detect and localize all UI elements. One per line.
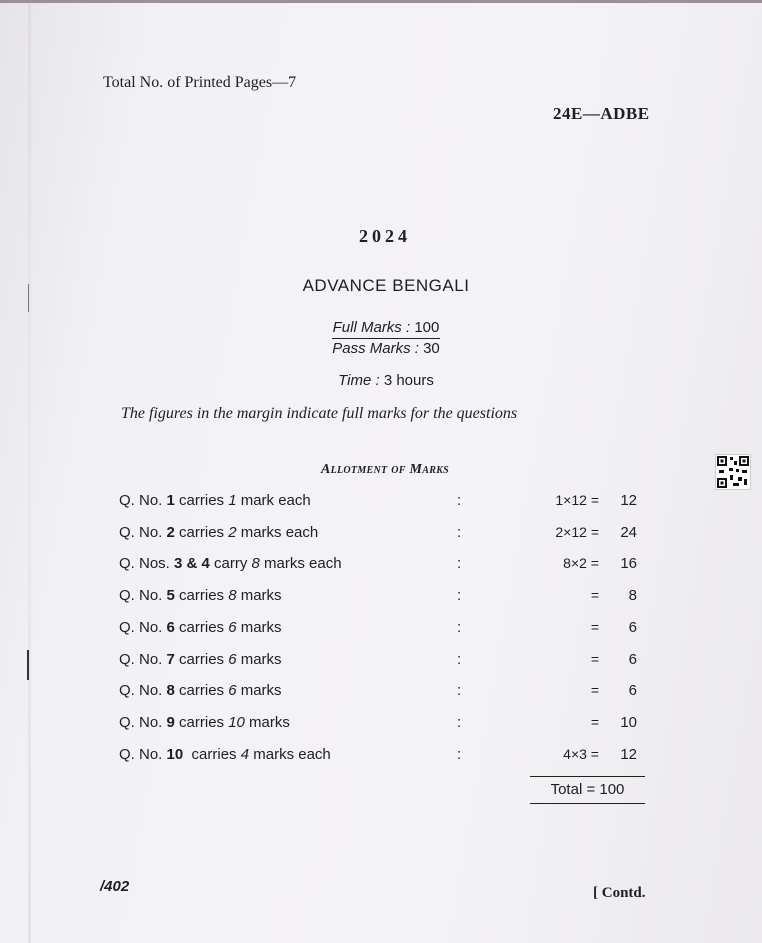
question-verb: carries [174, 651, 229, 668]
pass-marks-label: Pass Marks : [332, 340, 419, 357]
pass-marks-value: 30 [423, 340, 440, 357]
marks-result: 6 [628, 682, 637, 699]
question-description [119, 682, 282, 699]
row-colon: : [457, 682, 462, 699]
qr-code-icon [715, 454, 751, 490]
question-description [119, 746, 331, 763]
marks-calculation: 1×12 = [555, 492, 599, 508]
marks-result: 16 [620, 555, 637, 572]
allotment-row [0, 587, 762, 611]
allotment-title: Allotment of Marks [320, 462, 450, 477]
subject-title: ADVANCE BENGALI [302, 276, 470, 295]
question-suffix: marks each [259, 555, 342, 572]
marks-each: 6 [228, 682, 237, 699]
row-colon: : [457, 492, 462, 509]
question-number: 7 [166, 651, 175, 668]
row-colon: : [457, 555, 462, 572]
marks-calculation: 2×12 = [555, 524, 599, 540]
allotment-row [0, 524, 762, 548]
question-number: 3 & 4 [174, 555, 210, 572]
question-description [119, 555, 342, 572]
question-description [119, 714, 290, 731]
question-suffix: marks [244, 714, 290, 731]
question-verb: carries [183, 746, 241, 763]
marks-result: 6 [628, 651, 637, 668]
marks-each: 4 [240, 746, 250, 763]
question-verb: carries [174, 682, 229, 699]
page-code: /402 [100, 878, 130, 895]
row-colon: : [457, 619, 462, 636]
question-verb: carry [209, 555, 252, 572]
marks-each: 1 [228, 492, 237, 509]
row-colon: : [457, 746, 462, 763]
allotment-row [0, 651, 762, 675]
pass-marks [332, 340, 440, 357]
question-number: 2 [166, 524, 175, 541]
question-suffix: marks [236, 651, 282, 668]
printed-pages-count: Total No. of Printed Pages—7 [103, 74, 297, 91]
question-number: 6 [166, 619, 175, 636]
question-prefix: Q. No. [119, 619, 167, 636]
question-number: 8 [166, 682, 175, 699]
question-description [119, 587, 282, 604]
question-number: 10 [166, 746, 184, 763]
row-colon: : [457, 587, 462, 604]
top-edge [0, 0, 762, 3]
row-colon: : [457, 524, 462, 541]
time-label: Time : [338, 372, 380, 389]
continued-marker: [ Contd. [593, 885, 646, 901]
allotment-row [0, 682, 762, 706]
instruction-text: The figures in the margin indicate full marks for the questions [121, 405, 518, 422]
question-prefix: Q. No. [119, 651, 167, 668]
marks-calculation: = [590, 651, 599, 667]
marks-each: 2 [228, 524, 237, 541]
question-verb: carries [174, 714, 229, 731]
question-prefix: Q. No. [119, 714, 167, 731]
exam-year: 2024 [359, 226, 411, 246]
question-prefix: Q. Nos. [119, 555, 175, 572]
marks-calculation: = [590, 587, 599, 603]
question-number: 9 [166, 714, 175, 731]
allotment-row [0, 714, 762, 738]
question-verb: carries [174, 524, 229, 541]
full-marks-value: 100 [414, 319, 440, 336]
marks-result: 12 [620, 746, 637, 763]
full-marks-label: Full Marks : [332, 319, 411, 336]
question-prefix: Q. No. [119, 746, 167, 763]
marks-result: 6 [628, 619, 637, 636]
marks-result: 12 [620, 492, 637, 509]
marks-block [0, 318, 762, 359]
marks-each: 6 [228, 619, 237, 636]
marks-result: 10 [620, 714, 637, 731]
row-colon: : [457, 714, 462, 731]
marks-calculation: = [590, 682, 599, 698]
question-suffix: marks [236, 587, 282, 604]
marks-result: 8 [628, 587, 637, 604]
marks-calculation: = [590, 714, 599, 730]
question-prefix: Q. No. [119, 587, 167, 604]
marks-calculation: 8×2 = [563, 555, 599, 571]
allotment-row [0, 619, 762, 643]
question-description [119, 619, 282, 636]
marks-each: 8 [251, 555, 260, 572]
question-suffix: marks [236, 619, 282, 636]
question-suffix: marks each [249, 746, 331, 763]
allotment-row [0, 746, 762, 770]
question-suffix: marks [236, 682, 282, 699]
marks-calculation: = [590, 619, 599, 635]
marks-calculation: 4×3 = [563, 746, 599, 762]
marks-each: 8 [228, 587, 237, 604]
question-suffix: marks each [236, 524, 319, 541]
question-number: 1 [166, 492, 175, 509]
question-prefix: Q. No. [119, 682, 167, 699]
question-prefix: Q. No. [119, 492, 167, 509]
marks-each: 10 [228, 714, 245, 731]
row-colon: : [457, 651, 462, 668]
question-description [119, 492, 311, 509]
question-number: 5 [166, 587, 175, 604]
question-verb: carries [174, 619, 229, 636]
question-suffix: mark each [236, 492, 311, 509]
time-allowed [0, 372, 762, 389]
paper-code: 24E—ADBE [553, 104, 650, 123]
marks-each: 6 [228, 651, 237, 668]
allotment-row [0, 492, 762, 516]
total-marks: Total = 100 [550, 781, 625, 798]
question-description [119, 651, 282, 668]
full-marks [332, 318, 441, 339]
total-rule-top [530, 776, 645, 777]
question-verb: carries [174, 492, 229, 509]
question-verb: carries [174, 587, 229, 604]
question-prefix: Q. No. [119, 524, 167, 541]
total-rule-bottom [530, 803, 645, 804]
time-value: 3 hours [383, 372, 434, 389]
marks-result: 24 [620, 524, 637, 541]
question-description [119, 524, 318, 541]
allotment-row [0, 555, 762, 579]
